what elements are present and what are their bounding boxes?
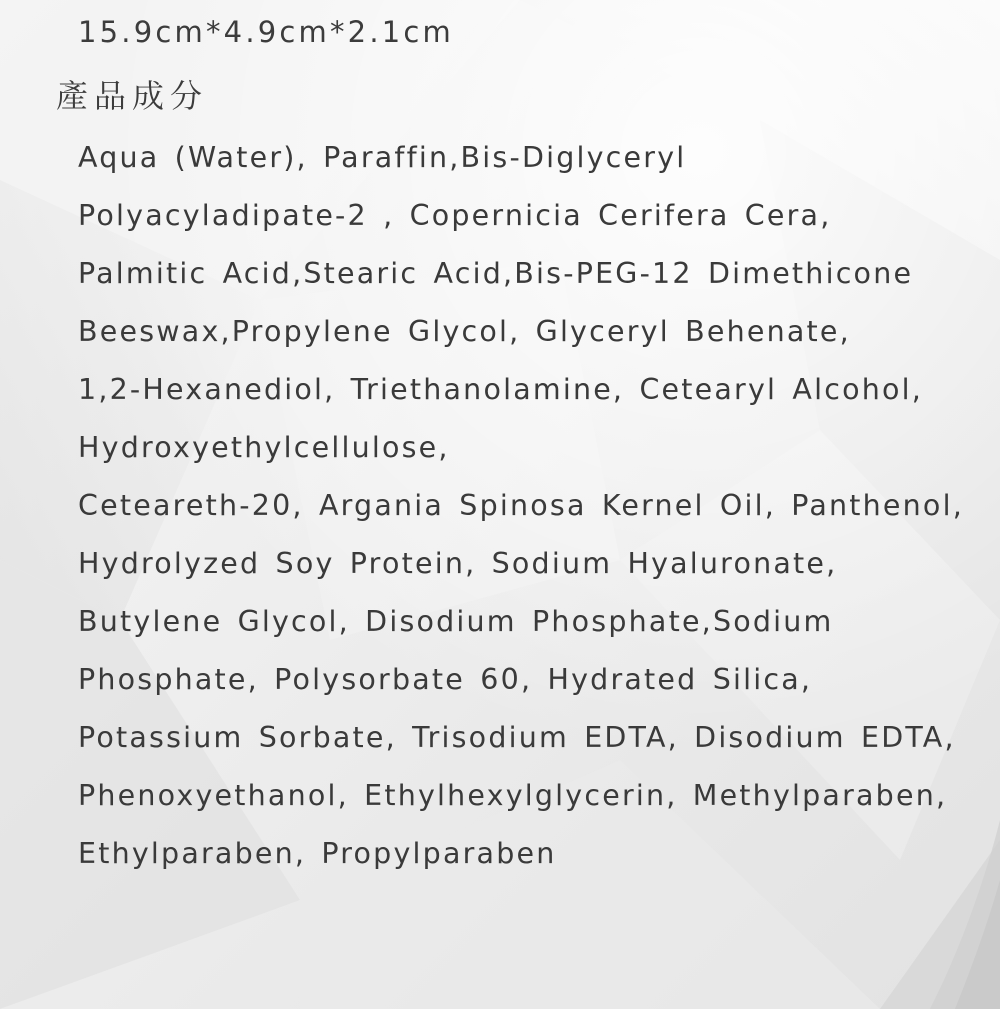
ingredient-line: 1,2-Hexanediol, Triethanolamine, Cetearyl Alcohol, [78,373,924,406]
ingredients-heading: 產品成分 [56,77,209,115]
ingredient-line: Ethylparaben, Propylparaben [78,837,557,870]
ingredient-line: Ceteareth-20, Argania Spinosa Kernel Oil, Panthenol, [78,489,964,522]
ingredient-line: Polyacyladipate-2 , Copernicia Cerifera Cera, [78,199,832,232]
ingredient-line: Potassium Sorbate, Trisodium EDTA, Disodium EDTA, [78,721,956,754]
ingredient-line: Phenoxyethanol, Ethylhexylglycerin, Methylparaben, [78,779,948,812]
ingredient-line: Beeswax,Propylene Glycol, Glyceryl Behenate, [78,315,851,348]
product-dimensions: 15.9cm*4.9cm*2.1cm [78,15,454,49]
ingredient-line: Phosphate, Polysorbate 60, Hydrated Silica, [78,663,813,696]
ingredient-line: Butylene Glycol, Disodium Phosphate,Sodium [78,605,834,638]
ingredients-list [78,136,964,890]
ingredient-line: Palmitic Acid,Stearic Acid,Bis-PEG-12 Dimethicone [78,257,914,290]
ingredient-line: Hydrolyzed Soy Protein, Sodium Hyaluronate, [78,547,838,580]
ingredient-line: Hydroxyethylcellulose, [78,431,450,464]
ingredient-line: Aqua (Water), Paraffin,Bis-Diglyceryl [78,141,687,174]
